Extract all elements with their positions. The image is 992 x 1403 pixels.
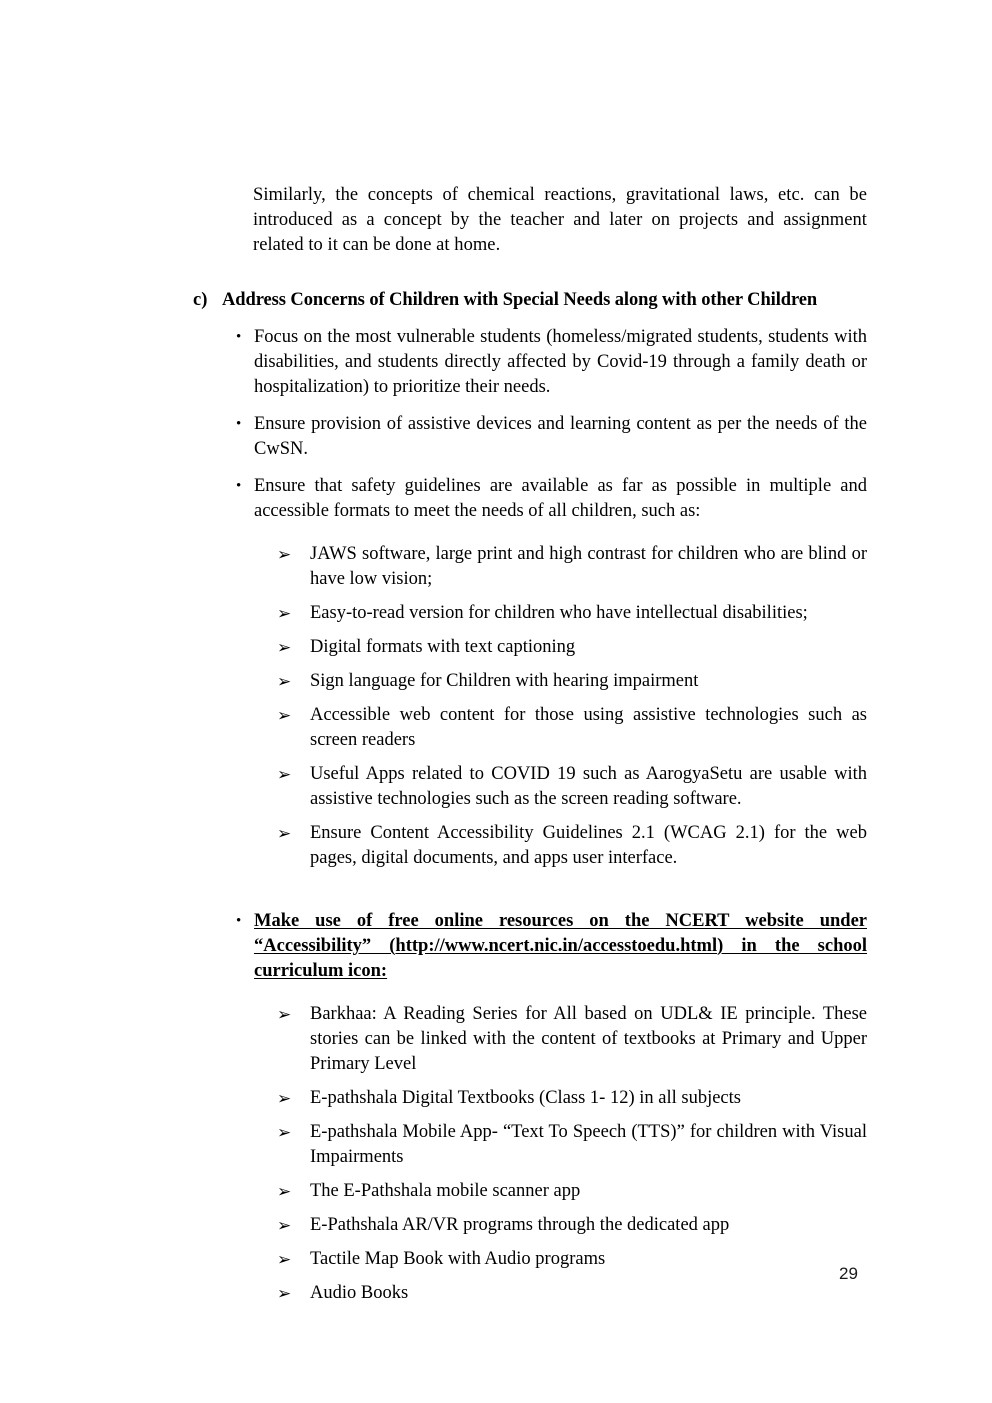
section-heading — [193, 288, 867, 313]
list-item-text: Accessible web content for those using assistive technologies such as screen readers — [310, 705, 867, 750]
list-item-text: Digital formats with text captioning — [310, 637, 576, 657]
ncert-heading-text — [254, 909, 867, 984]
list-item — [193, 703, 867, 753]
list-item-text: E-pathshala Digital Textbooks (Class 1- 12) in all subjects — [310, 1088, 741, 1108]
arrow-bullet-icon: ➢ — [277, 765, 292, 784]
page-number: 29 — [839, 1264, 858, 1283]
list-item — [193, 1247, 867, 1272]
arrow-bullet-icon: ➢ — [277, 1005, 292, 1024]
accessible-formats-list — [193, 542, 867, 871]
arrow-bullet-icon: ➢ — [277, 1182, 292, 1201]
arrow-bullet-icon: ➢ — [277, 545, 292, 564]
list-item-text: JAWS software, large print and high contrast for children who are blind or have low vision; — [310, 544, 867, 589]
arrow-bullet-icon: ➢ — [277, 1284, 292, 1303]
arrow-bullet-icon: ➢ — [277, 604, 292, 623]
list-item-text: Easy-to-read version for children who have intellectual disabilities; — [310, 603, 808, 623]
section-heading-text: Address Concerns of Children with Special Needs along with other Children — [222, 290, 818, 310]
arrow-bullet-icon: ➢ — [277, 706, 292, 725]
list-item — [193, 762, 867, 812]
arrow-bullet-icon: ➢ — [277, 824, 292, 843]
list-item-text: E-pathshala Mobile App- “Text To Speech (TTS)” for children with Visual Impairments — [310, 1122, 867, 1167]
arrow-bullet-icon: ➢ — [277, 1123, 292, 1142]
list-item — [193, 474, 867, 524]
list-item — [193, 821, 867, 871]
list-item — [193, 1179, 867, 1204]
list-item-text: Ensure Content Accessibility Guidelines 2.1 (WCAG 2.1) for the web pages, digital documents, and apps user interface. — [310, 823, 867, 868]
list-item — [193, 1281, 867, 1306]
list-item — [193, 1002, 867, 1077]
list-item — [193, 542, 867, 592]
list-item — [193, 601, 867, 626]
list-item — [193, 412, 867, 462]
list-item-text: Barkhaa: A Reading Series for All based on UDL& IE principle. These stories can be linked with the content of textbooks at Primary and Upper Primary Level — [310, 1004, 867, 1074]
list-item-text: Audio Books — [310, 1283, 409, 1303]
arrow-bullet-icon: ➢ — [277, 1216, 292, 1235]
page-content — [193, 183, 867, 1306]
arrow-bullet-icon: ➢ — [277, 672, 292, 691]
list-item-text: Tactile Map Book with Audio programs — [310, 1249, 606, 1269]
list-item — [193, 669, 867, 694]
arrow-bullet-icon: ➢ — [277, 638, 292, 657]
bullet-dot-icon: • — [236, 913, 242, 929]
list-item — [193, 325, 867, 400]
list-item-text: The E-Pathshala mobile scanner app — [310, 1181, 581, 1201]
bullet-dot-icon: • — [236, 329, 242, 345]
list-item — [193, 1213, 867, 1238]
ncert-heading-part2: ) in the school curriculum icon: — [254, 936, 868, 981]
list-item — [193, 1120, 867, 1170]
ncert-heading-part1: Make use of free online resources on the NCERT website under “Accessibility” ( — [254, 911, 867, 956]
list-item-text: Ensure that safety guidelines are available as far as possible in multiple and accessible formats to meet the needs of all children, such as: — [254, 476, 867, 521]
list-item-text: Ensure provision of assistive devices and learning content as per the needs of the CwSN. — [254, 414, 867, 459]
block-spacer — [193, 871, 867, 897]
ncert-url[interactable]: http://www.ncert.nic.in/accesstoedu.html — [395, 936, 718, 956]
ncert-resources-list — [193, 1002, 867, 1306]
list-item — [193, 1086, 867, 1111]
list-item-text: Focus on the most vulnerable students (homeless/migrated students, students with disabilities, and students directly affected by Covid-19 through a family death or hospitalization) to prioritize their needs. — [254, 327, 867, 397]
arrow-bullet-icon: ➢ — [277, 1250, 292, 1269]
intro-paragraph: Similarly, the concepts of chemical reactions, gravitational laws, etc. can be introduced as a concept by the teacher and later on projects and assignment related to it can be done at home. — [253, 185, 867, 255]
bullet-dot-icon: • — [236, 416, 242, 432]
list-item-text: Sign language for Children with hearing impairment — [310, 671, 699, 691]
list-item-text: Useful Apps related to COVID 19 such as AarogyaSetu are usable with assistive technologies such as the screen reading software. — [310, 764, 867, 809]
arrow-bullet-icon: ➢ — [277, 1089, 292, 1108]
list-item-text: E-Pathshala AR/VR programs through the dedicated app — [310, 1215, 730, 1235]
bullet-dot-icon: • — [236, 478, 242, 494]
section-marker: c) — [193, 290, 208, 310]
list-item — [193, 635, 867, 660]
ncert-resources-heading — [193, 909, 867, 984]
